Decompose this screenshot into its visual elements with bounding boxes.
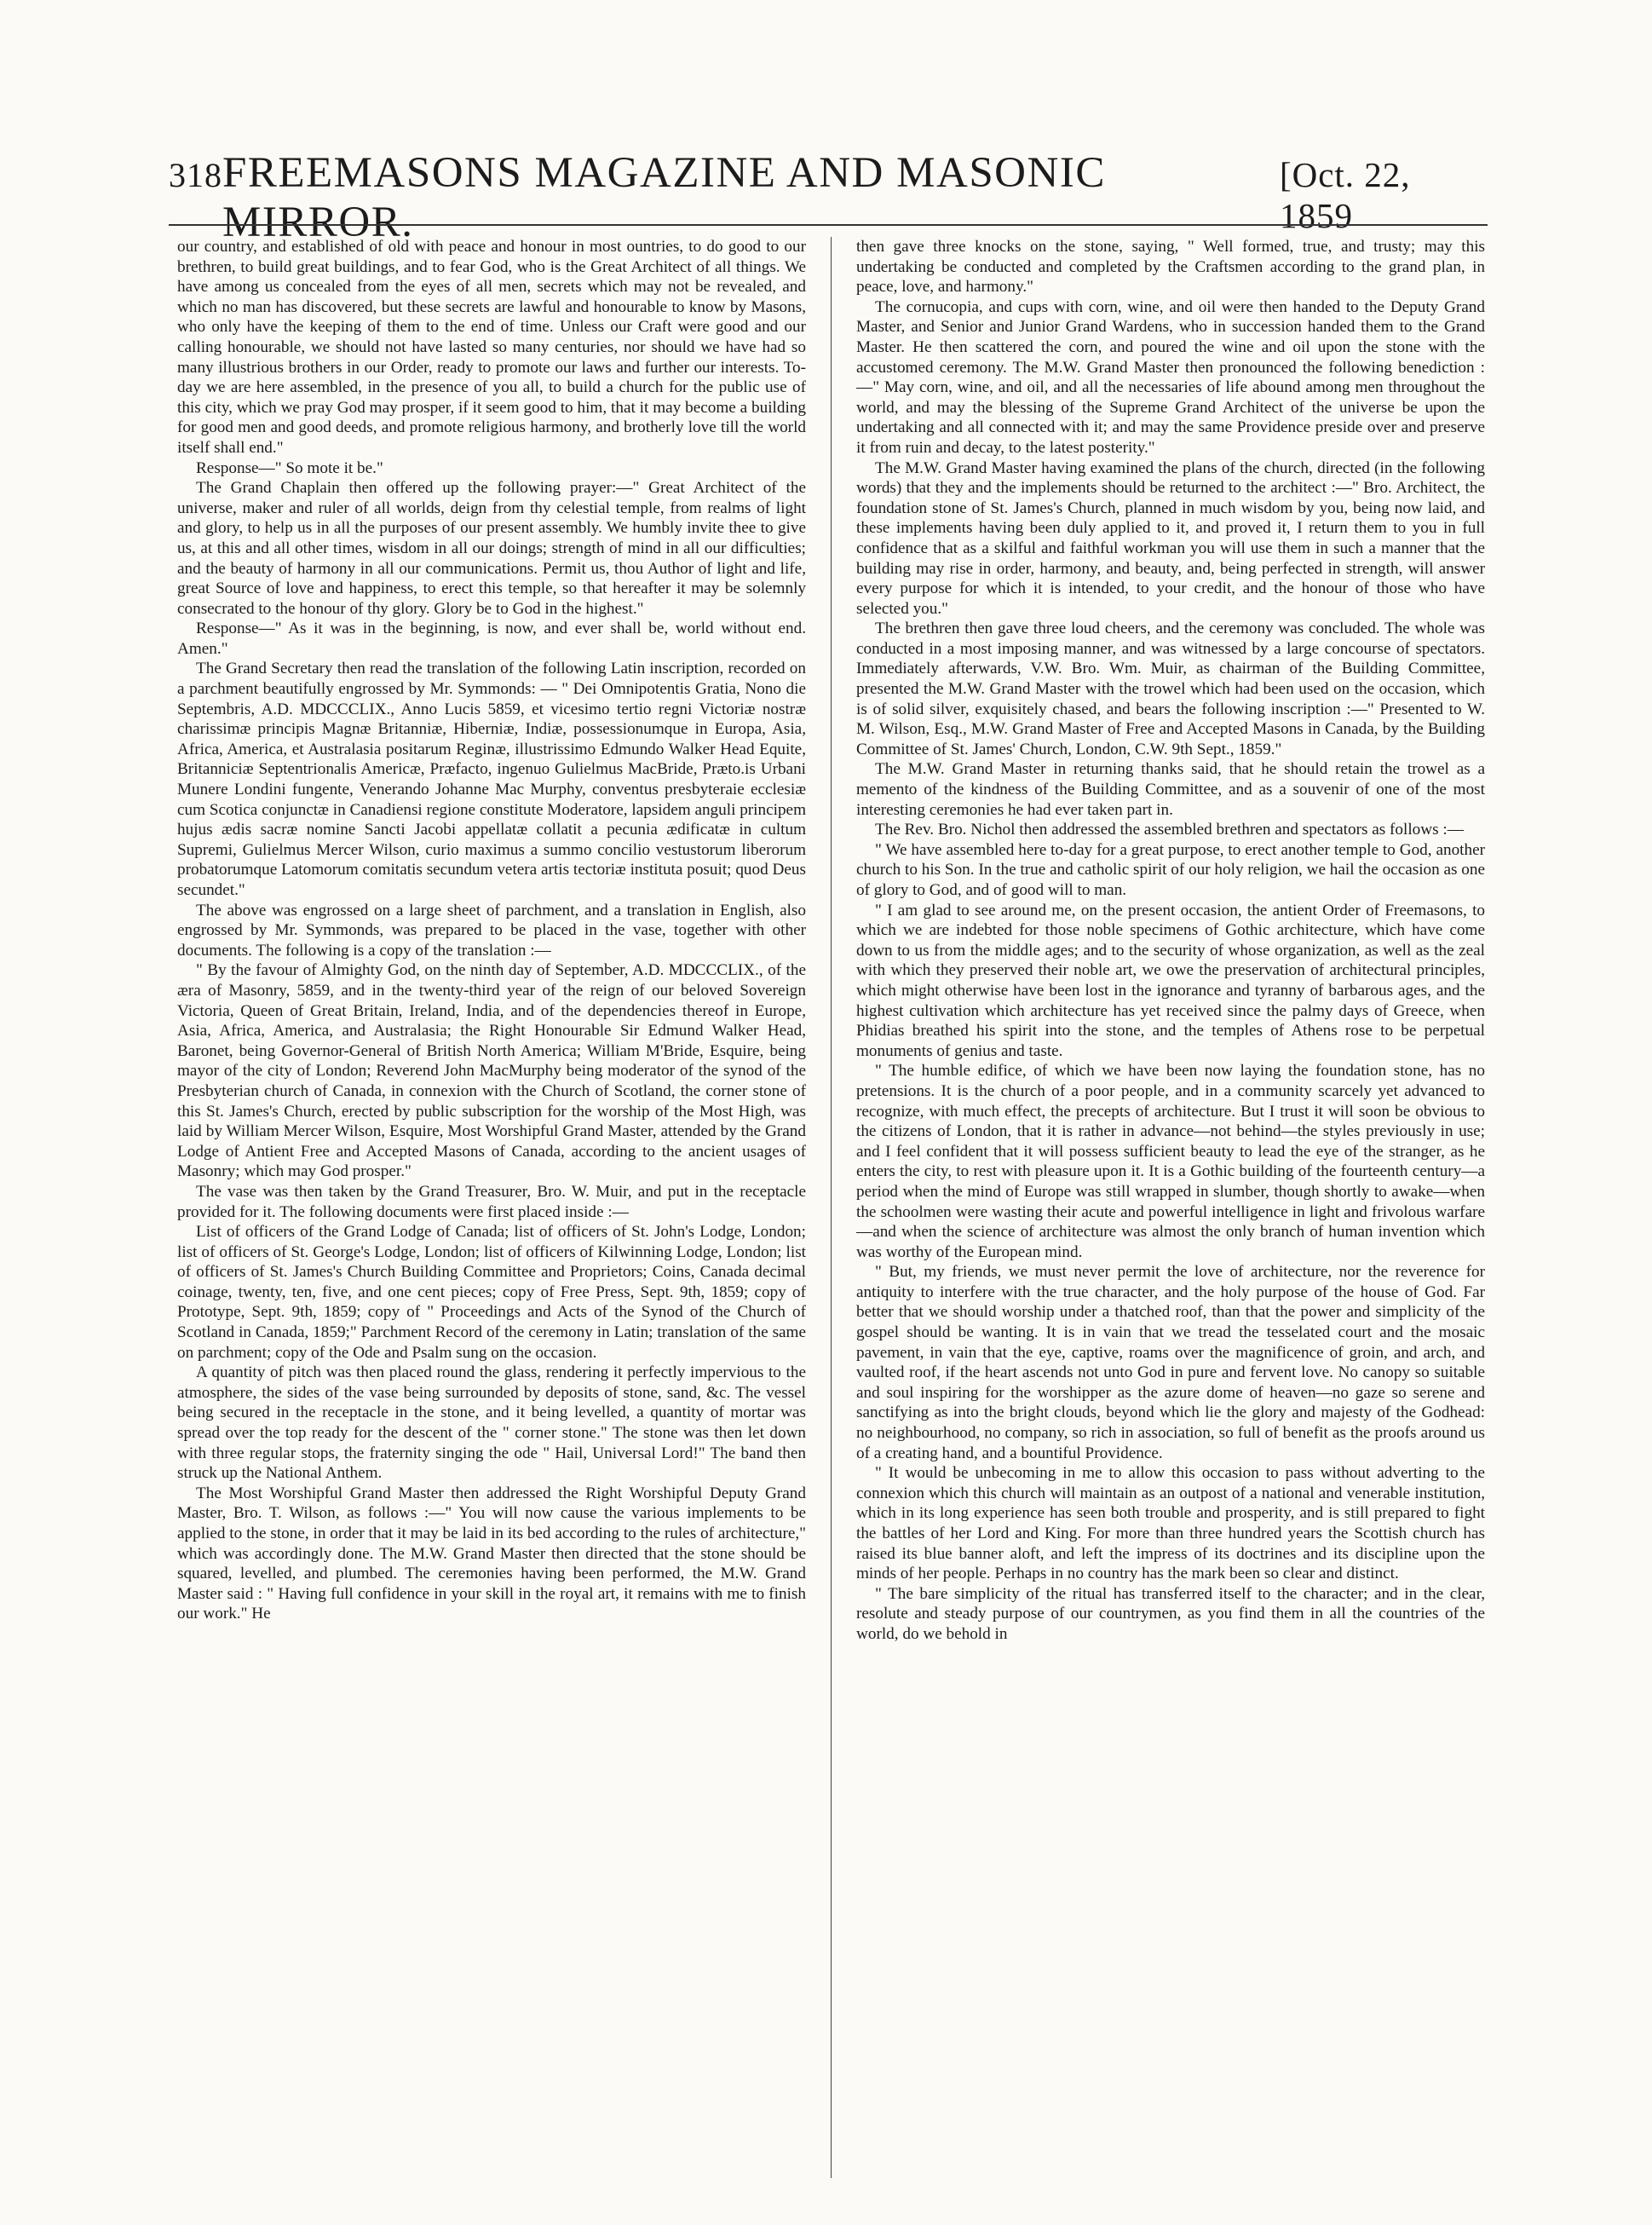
- paragraph: The M.W. Grand Master in returning thanks said, that he should retain the trowel as a memento of the kindness of the Building Committee, and as a souvenir of one of the most interesting ceremonies he had ever taken part in.: [856, 760, 1485, 819]
- paragraph: " But, my friends, we must never permit the love of architecture, nor the reverence for antiquity to interfere with the true character, and the holy purpose of the house of God. Far better that we should worship under a thatched roof, than that the power and simplicity of the gospel should be wanting. It is in vain that we tread the tesselated court and the mosaic pavement, in vain that the eye, captive, roams over the magnificence of groin, and arch, and vaulted roof, if the heart ascends not unto God in pure and fervent love. No canopy so suitable and soul inspiring for the worshipper as the azure dome of heaven—no gaze so serene and sanctifying as into the bright clouds, beyond which lie the glory and majesty of the Godhead: no neighbourhood, no company, so rich in association, so full of benefit as the proofs around us of a creating hand, and a bountiful Providence.: [856, 1263, 1485, 1462]
- paragraph: A quantity of pitch was then placed round the glass, rendering it perfectly impervious to the atmosphere, the sides of the vase being surrounded by deposits of stone, sand, &c. The vessel being secured in the receptacle in the stone, and it being levelled, a quantity of mortar was spread over the top ready for the descent of the " corner stone." The stone was then let down with three regular stops, the fraternity singing the ode " Hail, Universal Lord!" The band then struck up the National Anthem.: [177, 1363, 806, 1483]
- paragraph: " We have assembled here to-day for a great purpose, to erect another temple to God, another church to his Son. In the true and catholic spirit of our holy religion, we hail the occasion as one of glory to God, and of good will to man.: [856, 840, 1485, 899]
- paragraph: The cornucopia, and cups with corn, wine, and oil were then handed to the Deputy Grand Master, and Senior and Junior Grand Wardens, who in succession handed them to the Grand Master. He then scattered the corn, and poured the wine and oil upon the stone with the accustomed ceremony. The M.W. Grand Master then pronounced the following benediction :—" May corn, wine, and oil, and all the necessaries of life abound among men throughout the world, and may the blessing of the Supreme Grand Architect of the universe be upon the undertaking and all connected with it; and may the same Providence preside over and preserve it from ruin and decay, to the latest posterity.": [856, 297, 1485, 457]
- paragraph: List of officers of the Grand Lodge of Canada; list of officers of St. John's Lodge, London; list of officers of St. George's Lodge, London; list of officers of Kilwinning Lodge, London; list of officers of St. James's Church Building Committee and Proprietors; Coins, Canada decimal coinage, twenty, ten, five, and one cent pieces; copy of Free Press, Sept. 9th, 1859; copy of Prototype, Sept. 9th, 1859; copy of " Proceedings and Acts of the Synod of the Church of Scotland in Canada, 1859;" Parchment Record of the ceremony in Latin; translation of the same on parchment; copy of the Ode and Psalm sung on the occasion.: [177, 1223, 806, 1362]
- issue-date: [Oct. 22, 1859: [1279, 155, 1411, 235]
- paragraph: The Most Worshipful Grand Master then addressed the Right Worshipful Deputy Grand Master, Bro. T. Wilson, as follows :—" You will now cause the various implements to be applied to the stone, in order that it may be laid in its bed according to the rules of architecture," which was accordingly done. The M.W. Grand Master then directed that the stone should be squared, levelled, and plumbed. The ceremonies having been performed, the M.W. Grand Master said : " Having full confidence in your skill in the royal art, it remains with me to finish our work." He: [177, 1484, 806, 1623]
- paragraph: " The humble edifice, of which we have been now laying the foundation stone, has no pretensions. It is the church of a poor people, and in a community scarcely yet advanced to recognize, with much effect, the precepts of architecture. But I trust it will soon be obvious to the citizens of London, that it is rather in advance—not behind—the styles previously in use; and I feel confident that it will possess sufficient beauty to lead the eye of the stranger, as he enters the city, to rest with pleasure upon it. It is a Gothic building of the fourteenth century—a period when the mind of Europe was still wrapped in slumber, though shortly to awake—when the schoolmen were wasting their acute and powerful intelligence in light and frivolous warfare—and when the science of architecture was almost the only branch of human invention which was worthy of the European mind.: [856, 1062, 1485, 1261]
- paragraph: The Grand Secretary then read the translation of the following Latin inscription, recorded on a parchment beautifully engrossed by Mr. Symmonds: — " Dei Omnipotentis Gratia, Nono die Septembris, A.D. MDCCCLIX., Anno Lucis 5859, et vicesimo tertio regni Victoriæ nostræ charissimæ principis Magnæ Britanniæ, Hiberniæ, Indiæ, possessionumque in Europa, Asia, Africa, America, et Australasia positarum Reginæ, illustrissimo Edmundo Walker Head Equite, Britanniciæ Septentrionalis Americæ, Præfacto, ingenuo Gulielmus MacBride, Præto.is Urbani Munere Londini fungente, Venerando Johanne Mac Murphy, conventus presbyteraie ecclesiæ cum Scotica conjunctæ in Canadiensi regione constitute Moderatore, lapsidem anguli principem hujus ædis sacræ nomine Sancti Jacobi appellatæ collatit a pecunia ædificatæ in cultum Supremi, Gulielmus Mercer Wilson, curio maximus a summo concilio vestustorum liberorum probatorumque Latomorum comitatis secundum vetera artis tectoriæ instituta posuit; quod Deus secundet.": [177, 660, 806, 899]
- magazine-title: FREEMASONS MAGAZINE AND MASONIC MIRROR.: [222, 149, 1106, 246]
- paragraph: " By the favour of Almighty God, on the ninth day of September, A.D. MDCCCLIX., of the æra of Masonry, 5859, and in the twenty-third year of the reign of our beloved Sovereign Victoria, Queen of Great Britain, Ireland, India, and of the dependencies thereof in Europe, Asia, Africa, America, and Australasia; the Right Honourable Sir Edmund Walker Head, Baronet, being Governor-General of British North America; William M'Bride, Esquire, being mayor of the city of London; Reverend John MacMurphy being moderator of the synod of the Presbyterian church of Canada, in connexion with the Church of Scotland, the corner stone of this St. James's Church, erected by public subscription for the worship of the Most High, was laid by William Mercer Wilson, Esquire, Most Worshipful Grand Master, attended by the Grand Lodge of Antient Free and Accepted Masons of Canada, according to the ancient usages of Masonry; which may God prosper.": [177, 961, 806, 1181]
- paragraph: The brethren then gave three loud cheers, and the ceremony was concluded. The whole was conducted in a most imposing manner, and was witnessed by a large concourse of spectators. Immediately afterwards, V.W. Bro. Wm. Muir, as chairman of the Building Committee, presented the M.W. Grand Master with the trowel which had been used on the occasion, which is of solid silver, exquisitely chased, and bears the following inscription :—" Presented to W. M. Wilson, Esq., M.W. Grand Master of Free and Accepted Masons in Canada, by the Building Committee of St. James' Church, London, C.W. 9th Sept., 1859.": [856, 620, 1485, 758]
- header-rule: [169, 224, 1488, 226]
- paragraph: " I am glad to see around me, on the present occasion, the antient Order of Freemasons, to which we are indebted for those noble specimens of Gothic architecture, which have come down to us from the middle ages; and to the security of whose organization, as well as the zeal with which they preserved their noble art, we owe the preservation of architectural principles, which might otherwise have been lost in the ignorance and tyranny of barbarous ages, and the highest cultivation which architecture has yet received since the palmy days of Greece, when Phidias breathed his spirit into the stone, and the temples of Athens rose to be perpetual monuments of genius and taste.: [856, 901, 1485, 1060]
- page-header: [169, 148, 1488, 246]
- left-column: [177, 237, 806, 2178]
- paragraph: our country, and established of old with peace and honour in most ountries, to do good to our brethren, to build great buildings, and to fear God, who is the Great Architect of all things. We have among us concealed from the eyes of all men, secrets which may not be revealed, and which no man has discovered, but these secrets are lawful and honourable to know by Masons, who only have the keeping of them to the end of time. Unless our Craft were good and our calling honourable, we should not have lasted so many centuries, nor should we have had so many illustrious brothers in our Order, ready to promote our laws and further our interests. To-day we are here assembled, in the presence of you all, to build a church for the public use of this city, which we pray God may prosper, if it seem good to him, that it may become a building for good men and good deeds, and promote religious harmony, and brotherly love till the world itself shall end.": [177, 238, 806, 457]
- page-number: 318: [169, 156, 222, 194]
- column-divider: [831, 237, 832, 2178]
- paragraph: then gave three knocks on the stone, saying, " Well formed, true, and trusty; may this undertaking be conducted and completed by the Craftsmen according to the grand plan, in peace, love, and harmony.": [856, 238, 1485, 297]
- paragraph: The Rev. Bro. Nichol then addressed the assembled brethren and spectators as follows :—: [875, 821, 1464, 839]
- paragraph: The above was engrossed on a large sheet of parchment, and a translation in English, also engrossed by Mr. Symmonds, was prepared to be placed in the vase, together with other documents. The following is a copy of the translation :—: [177, 901, 806, 960]
- paragraph: Response—" As it was in the beginning, is now, and ever shall be, world without end. Amen.": [177, 620, 806, 658]
- paragraph: The M.W. Grand Master having examined the plans of the church, directed (in the following words) that they and the implements should be returned to the architect :—" Bro. Architect, the foundation stone of St. James's Church, planned in much wisdom by you, being now laid, and these implements having been duly applied to it, and proved it, I return them to you in full confidence that as a skilful and faithful workman you will use them in such a manner that the building may rise in order, harmony, and beauty, and, being perfected in strength, will answer every purpose for which it is intended, to your credit, and the honour of those who have selected you.": [856, 458, 1485, 618]
- paragraph: Response—" So mote it be.": [196, 458, 383, 477]
- paragraph: The vase was then taken by the Grand Treasurer, Bro. W. Muir, and put in the receptacle provided for it. The following documents were first placed inside :—: [177, 1182, 806, 1221]
- paragraph: " The bare simplicity of the ritual has transferred itself to the character; and in the clear, resolute and steady purpose of our countrymen, as you find them in all the countries of the world, do we behold in: [856, 1584, 1485, 1643]
- paragraph: The Grand Chaplain then offered up the following prayer:—" Great Architect of the universe, maker and ruler of all worlds, deign from thy celestial temple, from realms of light and glory, to help us in all the purposes of our present assembly. We humbly invite thee to give us, at this and all other times, wisdom in all our doings; strength of mind in all our difficulties; and the beauty of harmony in all our communications. Permit us, thou Author of light and life, great Source of love and happiness, to erect this temple, so that hereafter it may be solemnly consecrated to the honour of thy glory. Glory be to God in the highest.": [177, 479, 806, 618]
- paragraph: " It would be unbecoming in me to allow this occasion to pass without adverting to the connexion which this church will maintain as an outpost of a national and venerable institution, which in its long experience has seen both trouble and prosperity, and is still prepared to fight the battles of her Lord and King. For more than three hundred years the Scottish church has raised its blue banner aloft, and left the impress of its doctrines and its discipline upon the minds of her people. Perhaps in no country has the mark been so clear and distinct.: [856, 1464, 1485, 1583]
- right-column: [856, 237, 1485, 2178]
